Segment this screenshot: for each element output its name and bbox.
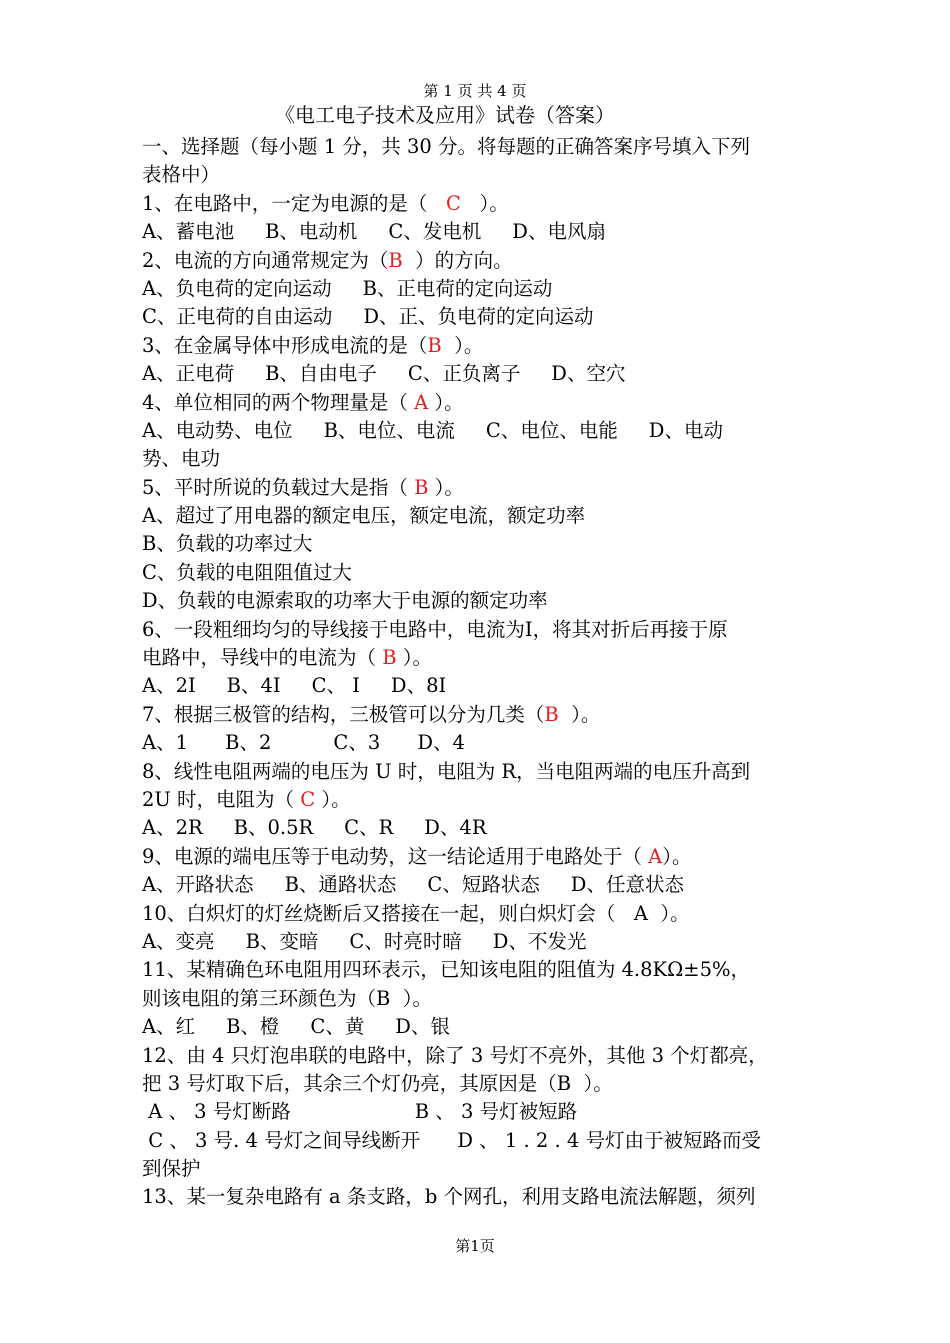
text-line [142,247,812,275]
question-text-tail: ）。 [428,390,464,414]
answer-mark: C [300,787,316,811]
page-header: 第 1 页 共 4 页 [423,82,527,100]
text-line: A、2R B、0.5R C、R D、4R [142,816,487,840]
question-text-tail: ）。 [428,475,464,499]
text-line: A、电动势、电位 B、电位、电流 C、电位、电能 D、电动 [142,418,723,442]
text-line: 8、线性电阻两端的电压为 U 时，电阻为 R，当电阻两端的电压升高到 [142,759,751,783]
text-line: 则该电阻的第三环颜色为（B ）。 [142,986,432,1010]
text-line [142,644,812,672]
text-line: 到保护 [142,1157,201,1181]
answer-mark: B [544,702,559,726]
text-line [142,190,812,218]
text-line: A、蓄电池 B、电动机 C、发电机 D、电风扇 [142,220,606,244]
text-line: B、负载的功率过大 [142,532,313,556]
text-line: C 、 3 号. 4 号灯之间导线断开 D 、 1 . 2 . 4 号灯由于被短路而受 [142,1128,761,1152]
question-text-tail: ）。 [441,333,484,357]
question-text-tail: ）。 [460,191,509,215]
answer-mark: B [388,248,403,272]
question-text: 5、平时所说的负载过大是指（ [142,475,415,499]
question-text-tail: ）的方向。 [402,248,513,272]
answer-mark: B [414,475,429,499]
text-line: A、负电荷的定向运动 B、正电荷的定向运动 [142,276,553,300]
answer-mark: B [427,333,442,357]
answer-mark: A [648,844,663,868]
page-footer: 第1页 [455,1237,495,1255]
text-line: 势、电功 [142,447,221,471]
question-text-tail: ）。 [662,844,692,868]
text-line: A、变亮 B、变暗 C、时亮时暗 D、不发光 [142,929,587,953]
answer-mark: C [446,191,461,215]
text-line [142,332,812,360]
text-line [142,843,812,871]
question-text: 7、根据三极管的结构，三极管可以分为几类（ [142,702,545,726]
text-line [142,786,812,814]
text-line: A、1 B、2 C、3 D、4 [142,731,465,755]
answer-mark: A [414,390,429,414]
document-title: 《电工电子技术及应用》试卷（答案） [275,103,615,127]
question-text: 9、电源的端电压等于电动势，这一结论适用于电路处于（ [142,844,649,868]
question-text-tail: ）。 [396,646,432,670]
text-line: A、正电荷 B、自由电子 C、正负离子 D、空穴 [142,362,626,386]
text-line: A 、 3 号灯断路 B 、 3 号灯被短路 [142,1100,578,1124]
text-line: A、2Ⅰ B、4Ⅰ C、 Ⅰ D、8Ⅰ [142,674,447,698]
text-line: C、正电荷的自由运动 D、正、负电荷的定向运动 [142,305,594,329]
text-line: 6、一段粗细均匀的导线接于电路中，电流为Ⅰ，将其对折后再接于原 [142,617,728,641]
question-text-tail: ）。 [315,787,351,811]
text-line: 13、某一复杂电路有 a 条支路，b 个网孔，利用支路电流法解题，须列 [142,1185,756,1209]
question-text: 电路中，导线中的电流为（ [142,646,383,670]
text-line: A、超过了用电器的额定电压，额定电流，额定功率 [142,504,586,528]
text-line: 11、某精确色环电阻用四环表示，已知该电阻的阻值为 4.8KΩ±5%， [142,958,751,982]
question-text: 1、在电路中，一定为电源的是（ [142,191,447,215]
exam-content [142,133,812,1212]
text-line: A、红 B、橙 C、黄 D、银 [142,1015,450,1039]
text-line: 10、白炽灯的灯丝烧断后又搭接在一起，则白炽灯会（ A ）。 [142,901,690,925]
question-text: 4、单位相同的两个物理量是（ [142,390,415,414]
text-line: D、负载的电源索取的功率大于电源的额定功率 [142,589,548,613]
question-text: 2、电流的方向通常规定为（ [142,248,389,272]
text-line: 一、选择题（每小题 1 分，共 30 分。将每题的正确答案序号填入下列 [142,135,751,158]
answer-mark: B [382,646,397,670]
question-text-tail: ）。 [558,702,601,726]
text-line: C、负载的电阻阻值过大 [142,560,352,584]
text-line [142,474,812,502]
text-line [142,389,812,417]
question-text: 3、在金属导体中形成电流的是（ [142,333,428,357]
text-line: A、开路状态 B、通路状态 C、短路状态 D、任意状态 [142,873,684,897]
text-line: 12、由 4 只灯泡串联的电路中，除了 3 号灯不亮外，其他 3 个灯都亮， [142,1043,768,1067]
text-line [142,701,812,729]
question-text: 2U 时，电阻为（ [142,787,301,811]
text-line: 把 3 号灯取下后，其余三个灯仍亮，其原因是（B ）。 [142,1071,613,1095]
text-line: 表格中） [142,163,221,187]
